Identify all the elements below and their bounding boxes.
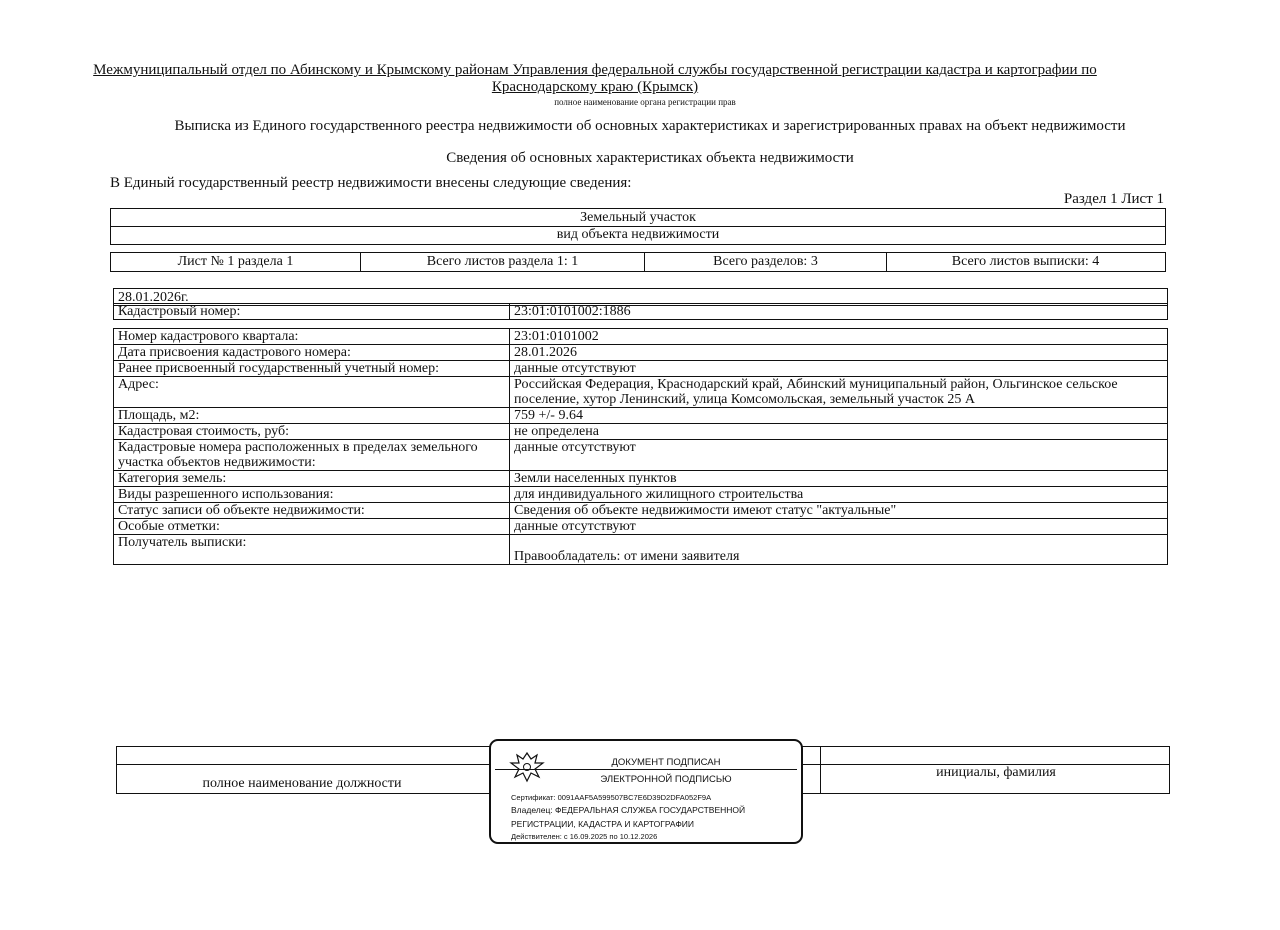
- organization-name: [60, 62, 1130, 96]
- stamp-subtitle: ЭЛЕКТРОННОЙ ПОДПИСЬЮ: [600, 774, 732, 785]
- total-sections: Всего разделов: 3: [645, 253, 887, 271]
- stamp-title: ДОКУМЕНТ ПОДПИСАН: [611, 757, 721, 768]
- cadastral-number-value: 23:01:0101002:1886: [510, 304, 1168, 320]
- name-caption: инициалы, фамилия: [936, 765, 1056, 780]
- row-value: не определена: [510, 424, 1168, 440]
- row-value: Земли населенных пунктов: [510, 471, 1168, 487]
- coat-of-arms-icon: [507, 749, 547, 783]
- row-label: Статус записи об объекте недвижимости:: [114, 503, 510, 519]
- row-value: 23:01:0101002: [510, 329, 1168, 345]
- row-label: Ранее присвоенный государственный учетный номер:: [114, 361, 510, 377]
- table-row: [114, 503, 1168, 519]
- row-value: Сведения об объекте недвижимости имеют статус "актуальные": [510, 503, 1168, 519]
- row-value: данные отсутствуют: [510, 361, 1168, 377]
- characteristics-table: [113, 328, 1168, 565]
- intro-text: В Единый государственный реестр недвижимости внесены следующие сведения:: [110, 175, 632, 191]
- row-label: Категория земель:: [114, 471, 510, 487]
- row-value: 28.01.2026: [510, 345, 1168, 361]
- row-value: 759 +/- 9.64: [510, 408, 1168, 424]
- table-row: [114, 361, 1168, 377]
- stamp-owner-line-1: Владелец: ФЕДЕРАЛЬНАЯ СЛУЖБА ГОСУДАРСТВЕННОЙ: [511, 805, 746, 815]
- cadastral-number-label: Кадастровый номер:: [114, 304, 510, 320]
- cadastral-number-row: [114, 304, 1168, 320]
- section-sheet-label: Раздел 1 Лист 1: [1063, 191, 1164, 207]
- sheet-meta-row: [110, 252, 1166, 272]
- stamp-owner-line-2: РЕГИСТРАЦИИ, КАДАСТРА И КАРТОГРАФИИ: [511, 819, 694, 829]
- row-value: для индивидуального жилищного строительства: [510, 487, 1168, 503]
- row-label: Кадастровая стоимость, руб:: [114, 424, 510, 440]
- row-label: Адрес:: [114, 377, 510, 408]
- table-row: [114, 408, 1168, 424]
- position-caption: полное наименование должности: [202, 776, 402, 791]
- organization-line-2: Краснодарскому краю (Крымск): [491, 79, 699, 95]
- cadastral-number-table: [113, 303, 1168, 320]
- row-label: Номер кадастрового квартала:: [114, 329, 510, 345]
- table-row: [114, 377, 1168, 408]
- row-value: данные отсутствуют: [510, 440, 1168, 471]
- object-type-caption: вид объекта недвижимости: [110, 226, 1166, 245]
- row-value: данные отсутствуют: [510, 519, 1168, 535]
- organization-caption: полное наименование органа регистрации прав: [554, 97, 736, 107]
- table-row: [114, 345, 1168, 361]
- table-row: [114, 424, 1168, 440]
- total-sheets-extract: Всего листов выписки: 4: [951, 254, 1100, 269]
- info-title: Сведения об основных характеристиках объекта недвижимости: [446, 150, 854, 166]
- total-sheets-section: Всего листов раздела 1: 1: [361, 253, 645, 271]
- row-value: Российская Федерация, Краснодарский край, Абинский муниципальный район, Ольгинское сельское поселение, хутор Ленинский, улица Комсомольская, земельный участок 25 А: [510, 377, 1168, 408]
- table-row: [114, 487, 1168, 503]
- sheet-of-section: Лист № 1 раздела 1: [111, 253, 361, 271]
- table-row: [114, 471, 1168, 487]
- extract-date: 28.01.2026г.: [113, 288, 1168, 306]
- table-row: [114, 519, 1168, 535]
- row-value: Правообладатель: от имени заявителя: [510, 535, 1168, 565]
- stamp-certificate: Сертификат: 0091AAF5A599507BC7E6D39D2DFA052F9A: [511, 793, 712, 802]
- table-row: [114, 440, 1168, 471]
- row-label: Виды разрешенного использования:: [114, 487, 510, 503]
- organization-line-1: Межмуниципальный отдел по Абинскому и Крымскому районам Управления федеральной службы государственной регистрации кадастра и картографии по: [93, 62, 1097, 78]
- stamp-divider: [495, 769, 797, 770]
- object-type: Земельный участок: [110, 208, 1166, 227]
- row-label: Дата присвоения кадастрового номера:: [114, 345, 510, 361]
- extract-title: Выписка из Единого государственного реестра недвижимости об основных характеристиках и зарегистрированных правах на объект недвижимости: [174, 118, 1126, 134]
- table-row: [114, 329, 1168, 345]
- row-label: Получатель выписки:: [114, 535, 510, 565]
- row-label: Особые отметки:: [114, 519, 510, 535]
- row-label: Кадастровые номера расположенных в пределах земельного участка объектов недвижимости:: [114, 440, 510, 471]
- row-label: Площадь, м2:: [114, 408, 510, 424]
- signature-column-divider: [820, 746, 821, 794]
- electronic-signature-stamp: [489, 739, 803, 844]
- stamp-validity: Действителен: с 16.09.2025 по 10.12.2026: [511, 832, 658, 841]
- table-row: [114, 535, 1168, 565]
